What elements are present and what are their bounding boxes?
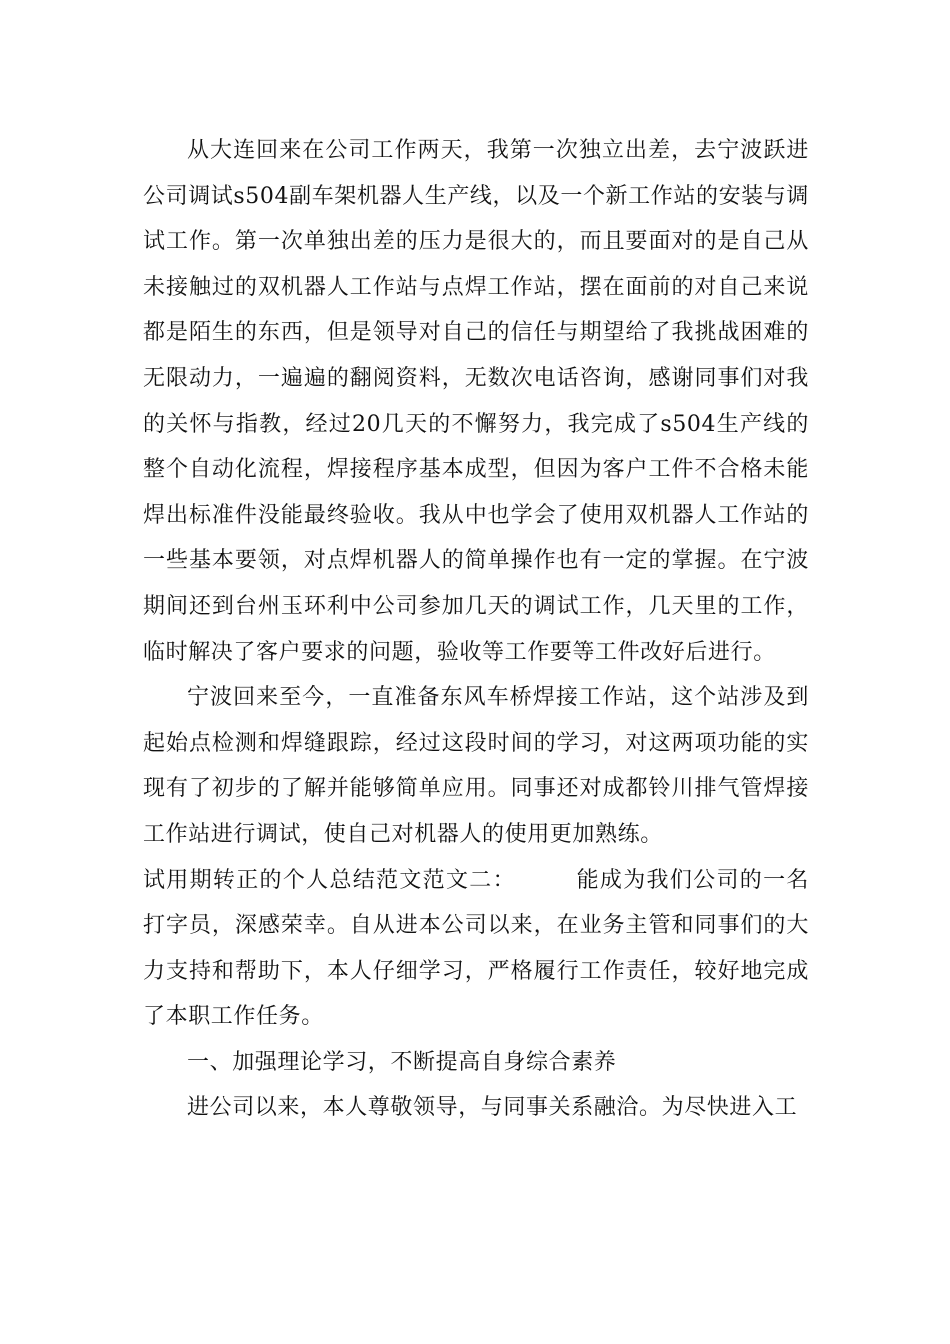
paragraph-ningbo-return: 宁波回来至今，一直准备东风车桥焊接工作站，这个站涉及到起始点检测和焊缝跟踪，经过这段时间的学习，对这两项功能的实现有了初步的了解并能够简单应用。同事还对成都铃川排气管焊接工作站进行调试，使自己对机器人的使用更加熟练。 bbox=[143, 685, 809, 847]
paragraph-since-joining: 进公司以来，本人尊敬领导，与同事关系融洽。为尽快进入工 bbox=[187, 1095, 798, 1121]
sample-two-heading: 试用期转正的个人总结范文范文二： bbox=[143, 867, 516, 893]
paragraph-business-trip: 从大连回来在公司工作两天，我第一次独立出差，去宁波跃进公司调试s504副车架机器人生产线，以及一个新工作站的安装与调试工作。第一次单独出差的压力是很大的，而且要面对的是自己从未接触过的双机器人工作站与点焊工作站，摆在面前的对自己来说都是陌生的东西，但是领导对自己的信任与期望给了我挑战困难的无限动力，一遍遍的翻阅资料，无数次电话咨询，感谢同事们对我的关怀与指教，经过20几天的不懈努力，我完成了s504生产线的整个自动化流程，焊接程序基本成型，但因为客户工件不合格未能焊出标准件没能最终验收。我从中也学会了使用双机器人工作站的一些基本要领，对点焊机器人的简单操作也有一定的掌握。在宁波期间还到台州玉环利中公司参加几天的调试工作，几天里的工作，临时解决了客户要求的问题，验收等工作要等工件改好后进行。 bbox=[143, 138, 809, 665]
section-heading-theory: 一、加强理论学习，不断提高自身综合素养 bbox=[187, 1049, 617, 1075]
document-body bbox=[143, 128, 809, 1131]
sample-two-text: 能成为我们公司的一名打字员，深感荣幸。自从进本公司以来，在业务主管和同事们的大力支持和帮助下，本人仔细学习，严格履行工作责任，较好地完成了本职工作任务。 bbox=[143, 867, 809, 1030]
paragraph-sample-two bbox=[143, 858, 809, 1040]
